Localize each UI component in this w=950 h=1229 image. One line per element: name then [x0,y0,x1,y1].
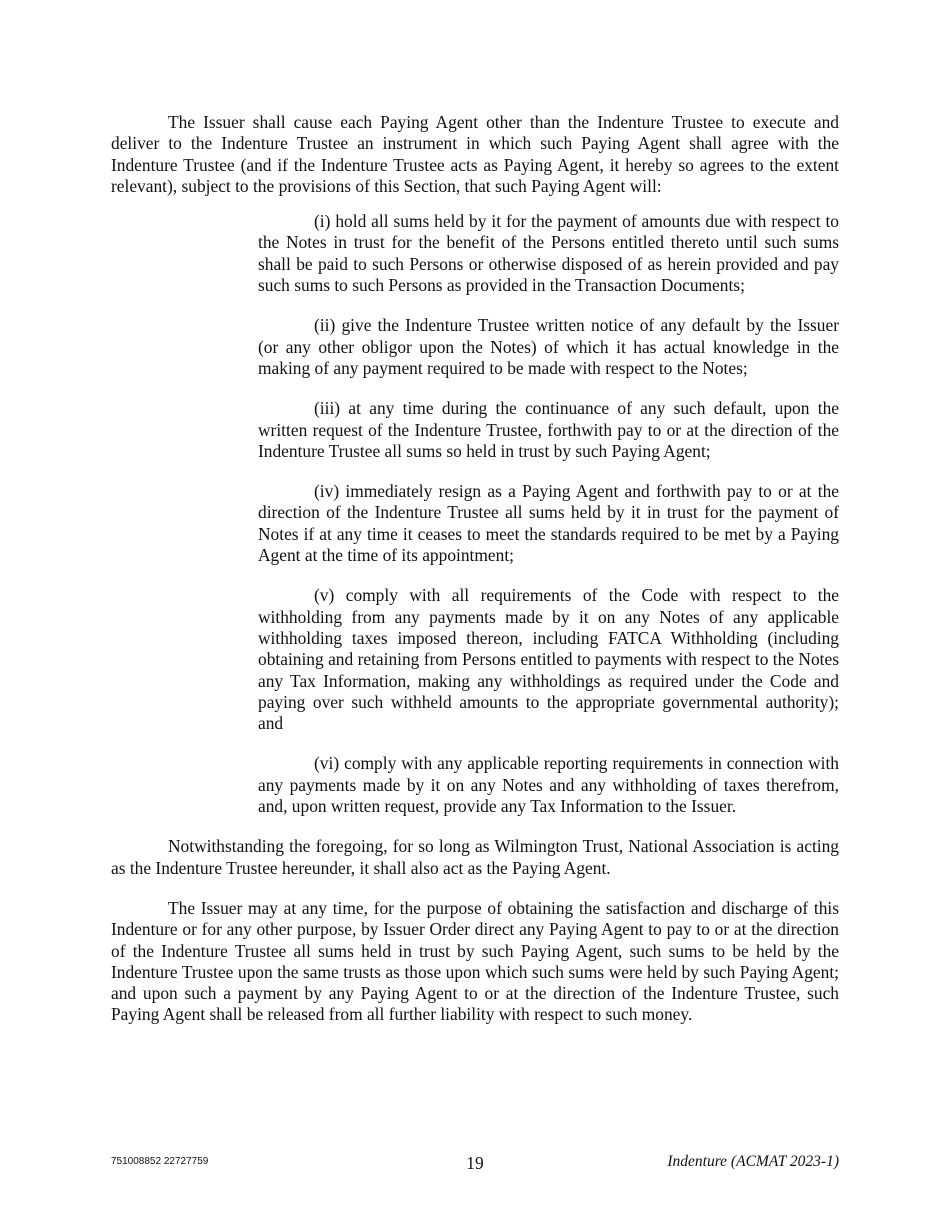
list-item: (vi) comply with any applicable reporting requirements in connection with any payments made by it on any Notes and any withholding of taxes therefrom, and, upon written request, provide any Tax Information to the Issuer. [258,753,839,817]
list-item: (iii) at any time during the continuance of any such default, upon the written request of the Indenture Trustee, forthwith pay to or at the direction of the Indenture Trustee all sums so held in trust by such Paying Agent; [258,398,839,461]
list-item: (iv) immediately resign as a Paying Agent and forthwith pay to or at the direction of the Indenture Trustee all sums held by it in trust for the payment of Notes if at any time it ceases to meet the standards required to be met by a Paying Agent at the time of its appointment; [258,481,839,566]
page-number: 19 [466,1153,484,1173]
list-item: (i) hold all sums held by it for the payment of amounts due with respect to the Notes in trust for the benefit of the Persons entitled thereto until such sums shall be paid to such Persons or otherwise disposed of as herein provided and pay such sums to such Persons as provided in the Transaction Documents; [258,211,839,296]
list-item: (ii) give the Indenture Trustee written notice of any default by the Issuer (or any other obligor upon the Notes) of which it has actual knowledge in the making of any payment required to be made with respect to the Notes; [258,315,839,378]
paragraph-issuer-order: The Issuer may at any time, for the purpose of obtaining the satisfaction and discharge of this Indenture or for any other purpose, by Issuer Order direct any Paying Agent to pay to or at the direction of the Indenture Trustee all sums held in trust by such Paying Agent, such sums to be held by the Indenture Trustee upon the same trusts as those upon which such sums were held by such Paying Agent; and upon such a payment by any Paying Agent to or at the direction of the Indenture Trustee, such Paying Agent shall be released from all further liability with respect to such money. [111,897,839,1025]
page-footer [111,1153,839,1177]
paragraph-notwithstanding: Notwithstanding the foregoing, for so long as Wilmington Trust, National Association is acting as the Indenture Trustee hereunder, it shall also act as the Paying Agent. [111,836,839,878]
document-id: 751008852 22727759 [111,1156,209,1167]
list-item: (v) comply with all requirements of the Code with respect to the withholding from any payments made by it on any Notes of any applicable withholding taxes imposed thereon, including FATCA Withholding (including obtaining and retaining from Persons entitled to payments with respect to the Notes any Tax Information, making any withholdings as required under the Code and paying over such withheld amounts to the appropriate governmental authority); and [258,585,839,734]
paying-agent-obligations-list [258,211,839,817]
document-title: Indenture (ACMAT 2023-1) [667,1153,839,1170]
paragraph-paying-agent-instrument: The Issuer shall cause each Paying Agent other than the Indenture Trustee to execute and deliver to the Indenture Trustee an instrument in which such Paying Agent shall agree with the Indenture Trustee (and if the Indenture Trustee acts as Paying Agent, it hereby so agrees to the extent relevant), subject to the provisions of this Section, that such Paying Agent will: [111,112,839,196]
document-body [111,112,839,1026]
